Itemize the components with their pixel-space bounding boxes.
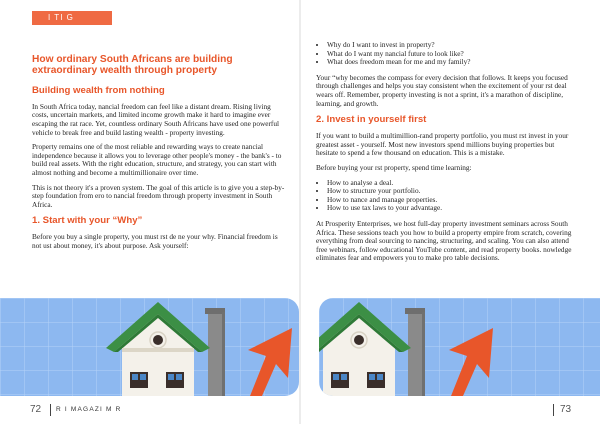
left-page-column — [32, 54, 288, 257]
section-tag: I TI G — [32, 11, 112, 25]
paragraph: At Prosperity Enterprises, we host full-day property investment seminars across South Africa. These sessions teach you how to build a property empire from scratch, covering everything from deal sourcing to nancing, structuring, and scaling. You can also attend free webinars, follow educational YouTube content, and read property books. nowledge eliminates fear and empowers you to make pro table decisions. — [316, 218, 572, 263]
chimney-icon — [405, 308, 425, 396]
house-scene-left — [0, 298, 299, 396]
list-item: • How to nance and manage properties. — [327, 196, 574, 205]
list-item: • What do I want my nancial future to look like? — [327, 50, 574, 59]
list-item: • How to use tax laws to your advantage. — [327, 204, 574, 213]
house-illustration-right — [319, 298, 600, 396]
footer-divider — [553, 404, 554, 416]
footer-divider — [50, 404, 51, 416]
paragraph: Your “why becomes the compass for every decision that follows. It keeps you focused through challenges and helps you stay consistent when the excitement of your rst deal wears off. Remember, property investing is not a sprint, it's a marathon of discipline, learning, and growth. — [316, 72, 568, 108]
paragraph: Before you buy a single property, you must rst de ne your why. Financial freedom is not ust about money, it's about purpose. Ask yourself: — [32, 232, 278, 250]
paragraph: In South Africa today, nancial freedom can feel like a distant dream. Rising living costs, uncertain markets, and limited income growth make it hard to imagine ever escaping the rat race. Yet, countless ordinary South Africans have used one powerful vehicle to break free and build lasting wealth - property investing. — [32, 101, 280, 137]
house-scene-right — [319, 298, 600, 396]
paragraph: This is not theory it's a proven system. The goal of this article is to give you a step-by-step foundation from ero to nancial freedom through property investment in South Africa. — [32, 182, 285, 209]
list-item: • What does freedom mean for me and my family? — [327, 58, 574, 67]
paragraph: Before buying your rst property, spend time learning: — [316, 162, 472, 172]
house-illustration-left — [0, 298, 299, 396]
page-number-right: 73 — [560, 404, 572, 415]
learning-list — [316, 179, 574, 213]
article-title: How ordinary South Africans are building extraordinary wealth through property — [32, 54, 233, 77]
magazine-name: R I MAGAZI M R — [56, 406, 122, 413]
page-gutter — [299, 0, 301, 424]
why-question-list — [316, 41, 574, 67]
list-item: • How to analyse a deal. — [327, 179, 574, 188]
list-item: • How to structure your portfolio. — [327, 187, 574, 196]
step-2-heading: 2. Invest in yourself first — [316, 114, 427, 126]
list-item: • Why do I want to invest in property? — [327, 41, 574, 50]
step-1-heading: 1. Start with your “Why” — [32, 215, 143, 227]
article-subtitle: Building wealth from nothing — [32, 84, 165, 96]
paragraph: Property remains one of the most reliable and rewarding ways to create nancial independence because it allows you to leverage other people's money - the bank's - to build real assets. With the right education, structure, and strategy, you can start with almost nothing and become a multimillionaire over time. — [32, 142, 282, 177]
chimney-icon — [205, 308, 225, 396]
page-number-left: 72 — [30, 404, 42, 415]
right-page-column — [316, 41, 574, 269]
paragraph: If you want to build a multimillion-rand property portfolio, you must rst invest in your greatest asset - yourself. Most new investors spend millions buying properties but hesitate to spend a few thousand on education. This is a mistake. — [316, 131, 569, 158]
